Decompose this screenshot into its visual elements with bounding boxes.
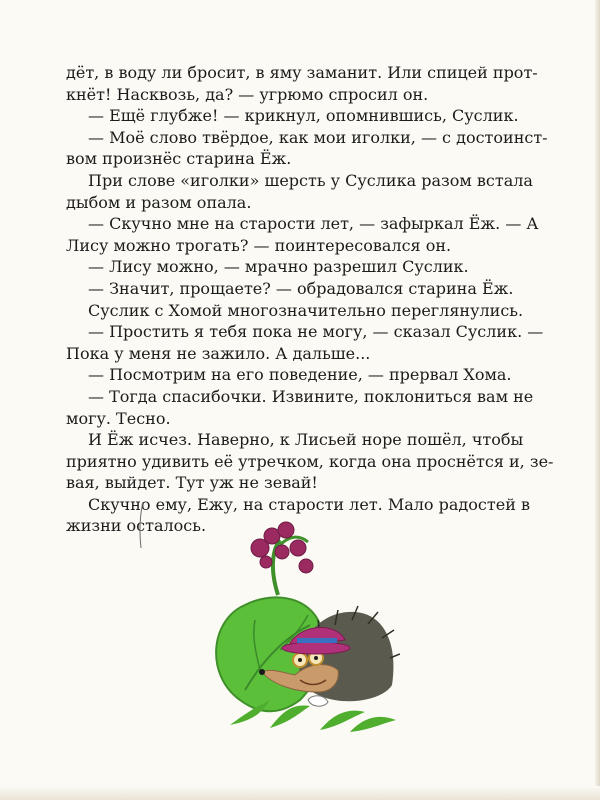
text-line: Суслик с Хомой многозначительно переглянулись. [88, 300, 524, 320]
paragraph [66, 213, 544, 256]
paragraph [66, 127, 548, 170]
text-line: При слове «иголки» шерсть у Суслика разом встала [88, 170, 533, 190]
text-line: вом произнёс старина Ёж. [66, 149, 292, 169]
page-edge [0, 786, 600, 800]
berries-icon [251, 522, 313, 573]
text-line: — Простить я тебя пока не могу, — сказал Суслик. — [88, 322, 544, 342]
text-line: Скучно ему, Ежу, на старости лет. Мало радостей в [88, 494, 530, 514]
text-line: — Посмотрим на его поведение, — прервал Хома. [88, 365, 512, 385]
text-line: Пока у меня не зажило. А дальше... [66, 343, 371, 363]
text-line: могу. Тесно. [66, 408, 171, 428]
paragraph [66, 256, 544, 278]
paragraph [66, 300, 544, 322]
paragraph [66, 386, 544, 429]
text-line: жизни осталось. [66, 516, 207, 536]
text-line: — Значит, прощаете? — обрадовался старина Ёж. [88, 278, 514, 298]
story-text [66, 62, 554, 537]
text-line: — Тогда спасибочки. Извините, поклониться вам не [88, 386, 534, 406]
pencil-mark [137, 500, 147, 550]
paragraph [66, 429, 554, 494]
text-line: дёт, в воду ли бросит, в яму заманит. Или спицей прот- [66, 63, 538, 82]
text-line: — Ещё глубже! — крикнул, опомнившись, Суслик. [88, 106, 519, 126]
text-line: И Ёж исчез. Наверно, к Лисьей норе пошёл, чтобы [88, 430, 524, 450]
text-line: дыбом и разом опала. [66, 192, 252, 212]
text-line: приятно удивить её утречком, когда она проснётся и, зе- [66, 451, 554, 471]
text-line: кнёт! Насквозь, да? — угрюмо спросил он. [66, 84, 429, 104]
text-line: — Скучно мне на старости лет, — зафыркал Ёж. — А [88, 214, 539, 234]
paragraph [66, 62, 544, 105]
paragraph [66, 170, 544, 213]
text-line: Лису можно трогать? — поинтересовался он. [66, 235, 452, 255]
paragraph [66, 105, 544, 127]
text-line: вая, выйдет. Тут уж не зевай! [66, 473, 318, 493]
hedgehog-illustration [200, 500, 400, 740]
text-line: — Лису можно, — мрачно разрешил Суслик. [88, 257, 469, 277]
page-edge [594, 0, 600, 800]
paragraph [66, 364, 544, 386]
text-line: — Моё слово твёрдое, как мои иголки, — с достоинст- [88, 127, 548, 147]
paragraph [66, 278, 544, 300]
paragraph [66, 321, 544, 364]
